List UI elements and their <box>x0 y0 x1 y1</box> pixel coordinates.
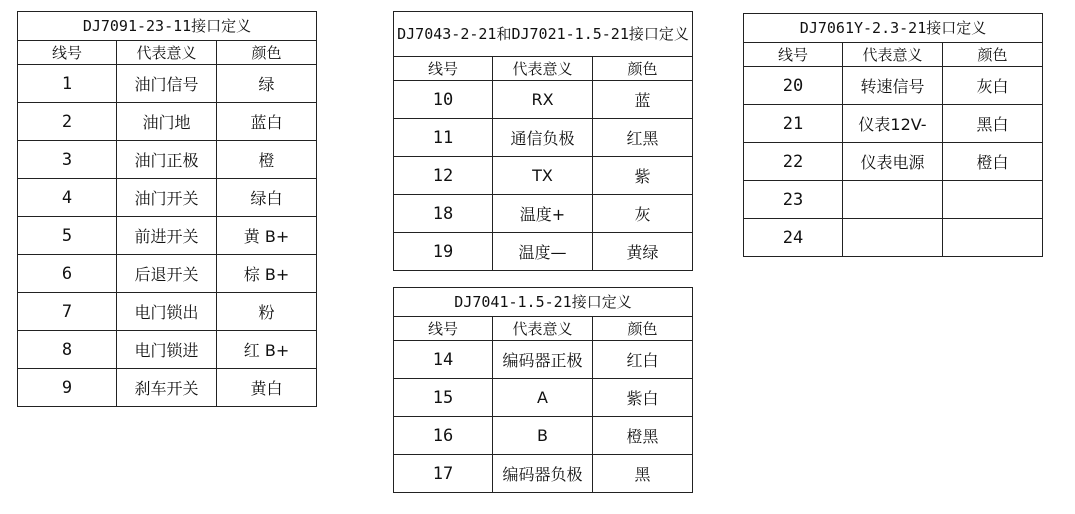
wire-color: 橙白 <box>943 143 1043 181</box>
signal-meaning: 后退开关 <box>117 255 217 293</box>
table-row <box>744 143 1043 181</box>
signal-meaning: TX <box>493 157 593 195</box>
wire-number: 20 <box>744 67 843 105</box>
wire-color <box>943 181 1043 219</box>
signal-meaning: 温度— <box>493 233 593 271</box>
table-row <box>18 141 317 179</box>
wire-color: 蓝 <box>593 81 693 119</box>
column-header-meaning: 代表意义 <box>493 57 593 81</box>
interface-table-dj7061y <box>743 13 1043 257</box>
wire-number: 5 <box>18 217 117 255</box>
wire-color: 绿白 <box>217 179 317 217</box>
wire-number: 17 <box>394 455 493 493</box>
wire-number: 9 <box>18 369 117 407</box>
table-row <box>18 103 317 141</box>
table-row <box>18 293 317 331</box>
signal-meaning: 油门开关 <box>117 179 217 217</box>
wire-color: 棕 B+ <box>217 255 317 293</box>
table-row <box>394 233 693 271</box>
table-row <box>744 219 1043 257</box>
wire-number: 21 <box>744 105 843 143</box>
column-header-color: 颜色 <box>593 57 693 81</box>
wire-number: 11 <box>394 119 493 157</box>
wire-color: 橙 <box>217 141 317 179</box>
signal-meaning: 通信负极 <box>493 119 593 157</box>
column-header-color: 颜色 <box>593 317 693 341</box>
column-header-wire-no: 线号 <box>394 57 493 81</box>
table-row <box>394 341 693 379</box>
signal-meaning: 电门锁进 <box>117 331 217 369</box>
table-title: DJ7041-1.5-21接口定义 <box>394 288 693 317</box>
wire-color: 黄白 <box>217 369 317 407</box>
wire-number: 10 <box>394 81 493 119</box>
signal-meaning: 编码器负极 <box>493 455 593 493</box>
table-title: DJ7061Y-2.3-21接口定义 <box>744 14 1043 43</box>
wire-color: 灰 <box>593 195 693 233</box>
header-row <box>394 57 693 81</box>
column-header-meaning: 代表意义 <box>843 43 943 67</box>
signal-meaning: 油门地 <box>117 103 217 141</box>
signal-meaning <box>843 181 943 219</box>
table-row <box>394 417 693 455</box>
wire-color: 橙黑 <box>593 417 693 455</box>
table-row <box>18 331 317 369</box>
signal-meaning: 刹车开关 <box>117 369 217 407</box>
table-row <box>394 455 693 493</box>
header-row <box>18 41 317 65</box>
table-row <box>394 157 693 195</box>
interface-table-dj7041 <box>393 287 693 493</box>
wire-number: 14 <box>394 341 493 379</box>
wire-number: 23 <box>744 181 843 219</box>
interface-table-dj7091 <box>17 11 317 407</box>
signal-meaning: 转速信号 <box>843 67 943 105</box>
wire-number: 24 <box>744 219 843 257</box>
column-header-wire-no: 线号 <box>744 43 843 67</box>
signal-meaning: 编码器正极 <box>493 341 593 379</box>
signal-meaning: 仪表12V- <box>843 105 943 143</box>
column-header-meaning: 代表意义 <box>493 317 593 341</box>
signal-meaning: 油门正极 <box>117 141 217 179</box>
wire-color: 绿 <box>217 65 317 103</box>
table-row <box>744 105 1043 143</box>
wire-number: 3 <box>18 141 117 179</box>
wire-color: 红黑 <box>593 119 693 157</box>
wire-color: 灰白 <box>943 67 1043 105</box>
wire-color: 红白 <box>593 341 693 379</box>
table-row <box>394 195 693 233</box>
table-row <box>394 81 693 119</box>
table-row <box>18 217 317 255</box>
column-header-color: 颜色 <box>217 41 317 65</box>
table-title: DJ7091-23-11接口定义 <box>18 12 317 41</box>
wire-color: 黄绿 <box>593 233 693 271</box>
signal-meaning: 温度+ <box>493 195 593 233</box>
column-header-color: 颜色 <box>943 43 1043 67</box>
wire-color: 蓝白 <box>217 103 317 141</box>
wire-color: 粉 <box>217 293 317 331</box>
wire-number: 4 <box>18 179 117 217</box>
wire-color <box>943 219 1043 257</box>
wire-color: 紫白 <box>593 379 693 417</box>
signal-meaning: B <box>493 417 593 455</box>
wire-number: 16 <box>394 417 493 455</box>
wire-number: 18 <box>394 195 493 233</box>
table-row <box>18 65 317 103</box>
wire-number: 6 <box>18 255 117 293</box>
table-row <box>18 369 317 407</box>
wire-number: 8 <box>18 331 117 369</box>
wire-number: 19 <box>394 233 493 271</box>
signal-meaning: RX <box>493 81 593 119</box>
table-row <box>744 181 1043 219</box>
wire-color: 紫 <box>593 157 693 195</box>
header-row <box>394 317 693 341</box>
signal-meaning <box>843 219 943 257</box>
signal-meaning: 油门信号 <box>117 65 217 103</box>
table-row <box>394 379 693 417</box>
signal-meaning: 仪表电源 <box>843 143 943 181</box>
header-row <box>744 43 1043 67</box>
table-title: DJ7043-2-21和DJ7021-1.5-21接口定义 <box>394 12 693 57</box>
wire-number: 1 <box>18 65 117 103</box>
table-row <box>18 179 317 217</box>
signal-meaning: 前进开关 <box>117 217 217 255</box>
wire-number: 2 <box>18 103 117 141</box>
column-header-wire-no: 线号 <box>18 41 117 65</box>
table-row <box>394 119 693 157</box>
wire-color: 红 B+ <box>217 331 317 369</box>
wire-color: 黑 <box>593 455 693 493</box>
wire-number: 22 <box>744 143 843 181</box>
wire-number: 12 <box>394 157 493 195</box>
column-header-meaning: 代表意义 <box>117 41 217 65</box>
wire-color: 黑白 <box>943 105 1043 143</box>
signal-meaning: A <box>493 379 593 417</box>
signal-meaning: 电门锁出 <box>117 293 217 331</box>
column-header-wire-no: 线号 <box>394 317 493 341</box>
wire-color: 黄 B+ <box>217 217 317 255</box>
table-row <box>18 255 317 293</box>
interface-table-dj7043-dj7021 <box>393 11 693 271</box>
wire-number: 15 <box>394 379 493 417</box>
wire-number: 7 <box>18 293 117 331</box>
table-row <box>744 67 1043 105</box>
